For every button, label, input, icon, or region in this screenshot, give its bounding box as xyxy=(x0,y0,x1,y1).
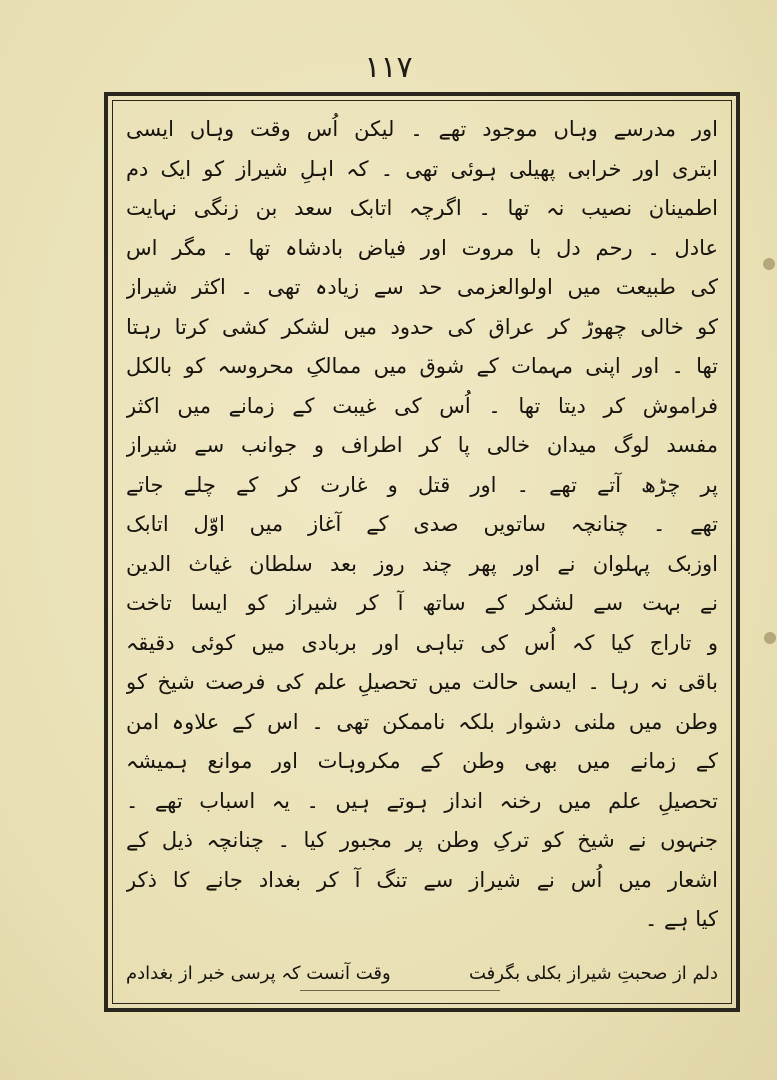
text-line: فراموش کر دیتا تھا ۔ اُس کی غیبت کے زمانے میں اکثر xyxy=(126,393,718,418)
text-line: اوزبک پہلوان نے اور پھر چند روز بعد سلطان غیاث الدین xyxy=(126,551,718,576)
body-text xyxy=(126,110,718,940)
text-line: و تاراج کیا کہ اُس کی تباہی اور بربادی میں کوئی دقیقہ xyxy=(126,630,718,655)
verse-second-hemistich: وقت آنست کہ پرسی خبر از بغدادم xyxy=(126,962,391,984)
verse-first-hemistich: دلم از صحبتِ شیراز بکلی بگرفت xyxy=(468,962,718,984)
page-number: ۱۱۷ xyxy=(364,50,413,85)
text-line: وطن میں ملنی دشوار بلکہ ناممکن تھی ۔ اس کے علاوہ امن xyxy=(126,709,718,734)
text-line: جنہوں نے شیخ کو ترکِ وطن پر مجبور کیا ۔ چنانچہ ذیل کے xyxy=(126,828,718,852)
text-line: تحصیلِ علم میں رخنہ انداز ہوتے ہیں ۔ یہ اسباب تھے ۔ xyxy=(126,788,718,813)
text-line: اطمینان نصیب نہ تھا ۔ اگرچہ اتابک سعد بن زنگی نہایت xyxy=(126,196,718,220)
text-line: اور مدرسے وہاں موجود تھے ۔ لیکن اُس وقت وہاں ایسی xyxy=(126,117,718,141)
text-line: تھا ۔ اور اپنی مہمات کے شوق میں ممالکِ محروسہ کو بالکل xyxy=(126,354,718,378)
text-line: عادل ۔ رحم دل با مروت اور فیاض بادشاہ تھا ۔ مگر اس xyxy=(126,235,718,260)
punch-hole-mark xyxy=(763,258,775,270)
text-line: مفسد لوگ میدان خالی پا کر اطراف و جوانب سے شیراز xyxy=(126,433,718,457)
text-line: کو خالی چھوڑ کر عراق کی حدود میں لشکر کشی کرتا رہتا xyxy=(126,314,718,339)
persian-verse xyxy=(126,955,718,991)
text-line: باقی نہ رہا ۔ ایسی حالت میں تحصیلِ علم کی فرصت شیخ کو xyxy=(126,670,718,694)
text-line: کے زمانے میں بھی وطن کے مکروہات اور موانع ہمیشہ xyxy=(126,749,718,773)
text-line: تھے ۔ چنانچہ ساتویں صدی کے آغاز میں اوّل اتابک xyxy=(126,512,718,536)
text-line: کی طبیعت میں اولوالعزمی حد سے زیادہ تھی ۔ اکثر شیراز xyxy=(126,275,718,299)
text-line: کیا ہے ۔ xyxy=(645,907,718,931)
text-line: پر چڑھ آتے تھے ۔ اور قتل و غارت کر کے چلے جاتے xyxy=(126,472,718,497)
text-line: نے بہت سے لشکر کے ساتھ آ کر شیراز کو ایسا تاخت xyxy=(126,591,718,615)
verse-underline xyxy=(300,990,500,991)
text-line: ابتری اور خرابی پھیلی ہوئی تھی ۔ کہ اہلِ شیراز کو ایک دم xyxy=(126,156,718,181)
punch-hole-mark xyxy=(764,632,776,644)
text-line: اشعار میں اُس نے شیراز سے تنگ آ کر بغداد جانے کا ذکر xyxy=(126,867,718,892)
